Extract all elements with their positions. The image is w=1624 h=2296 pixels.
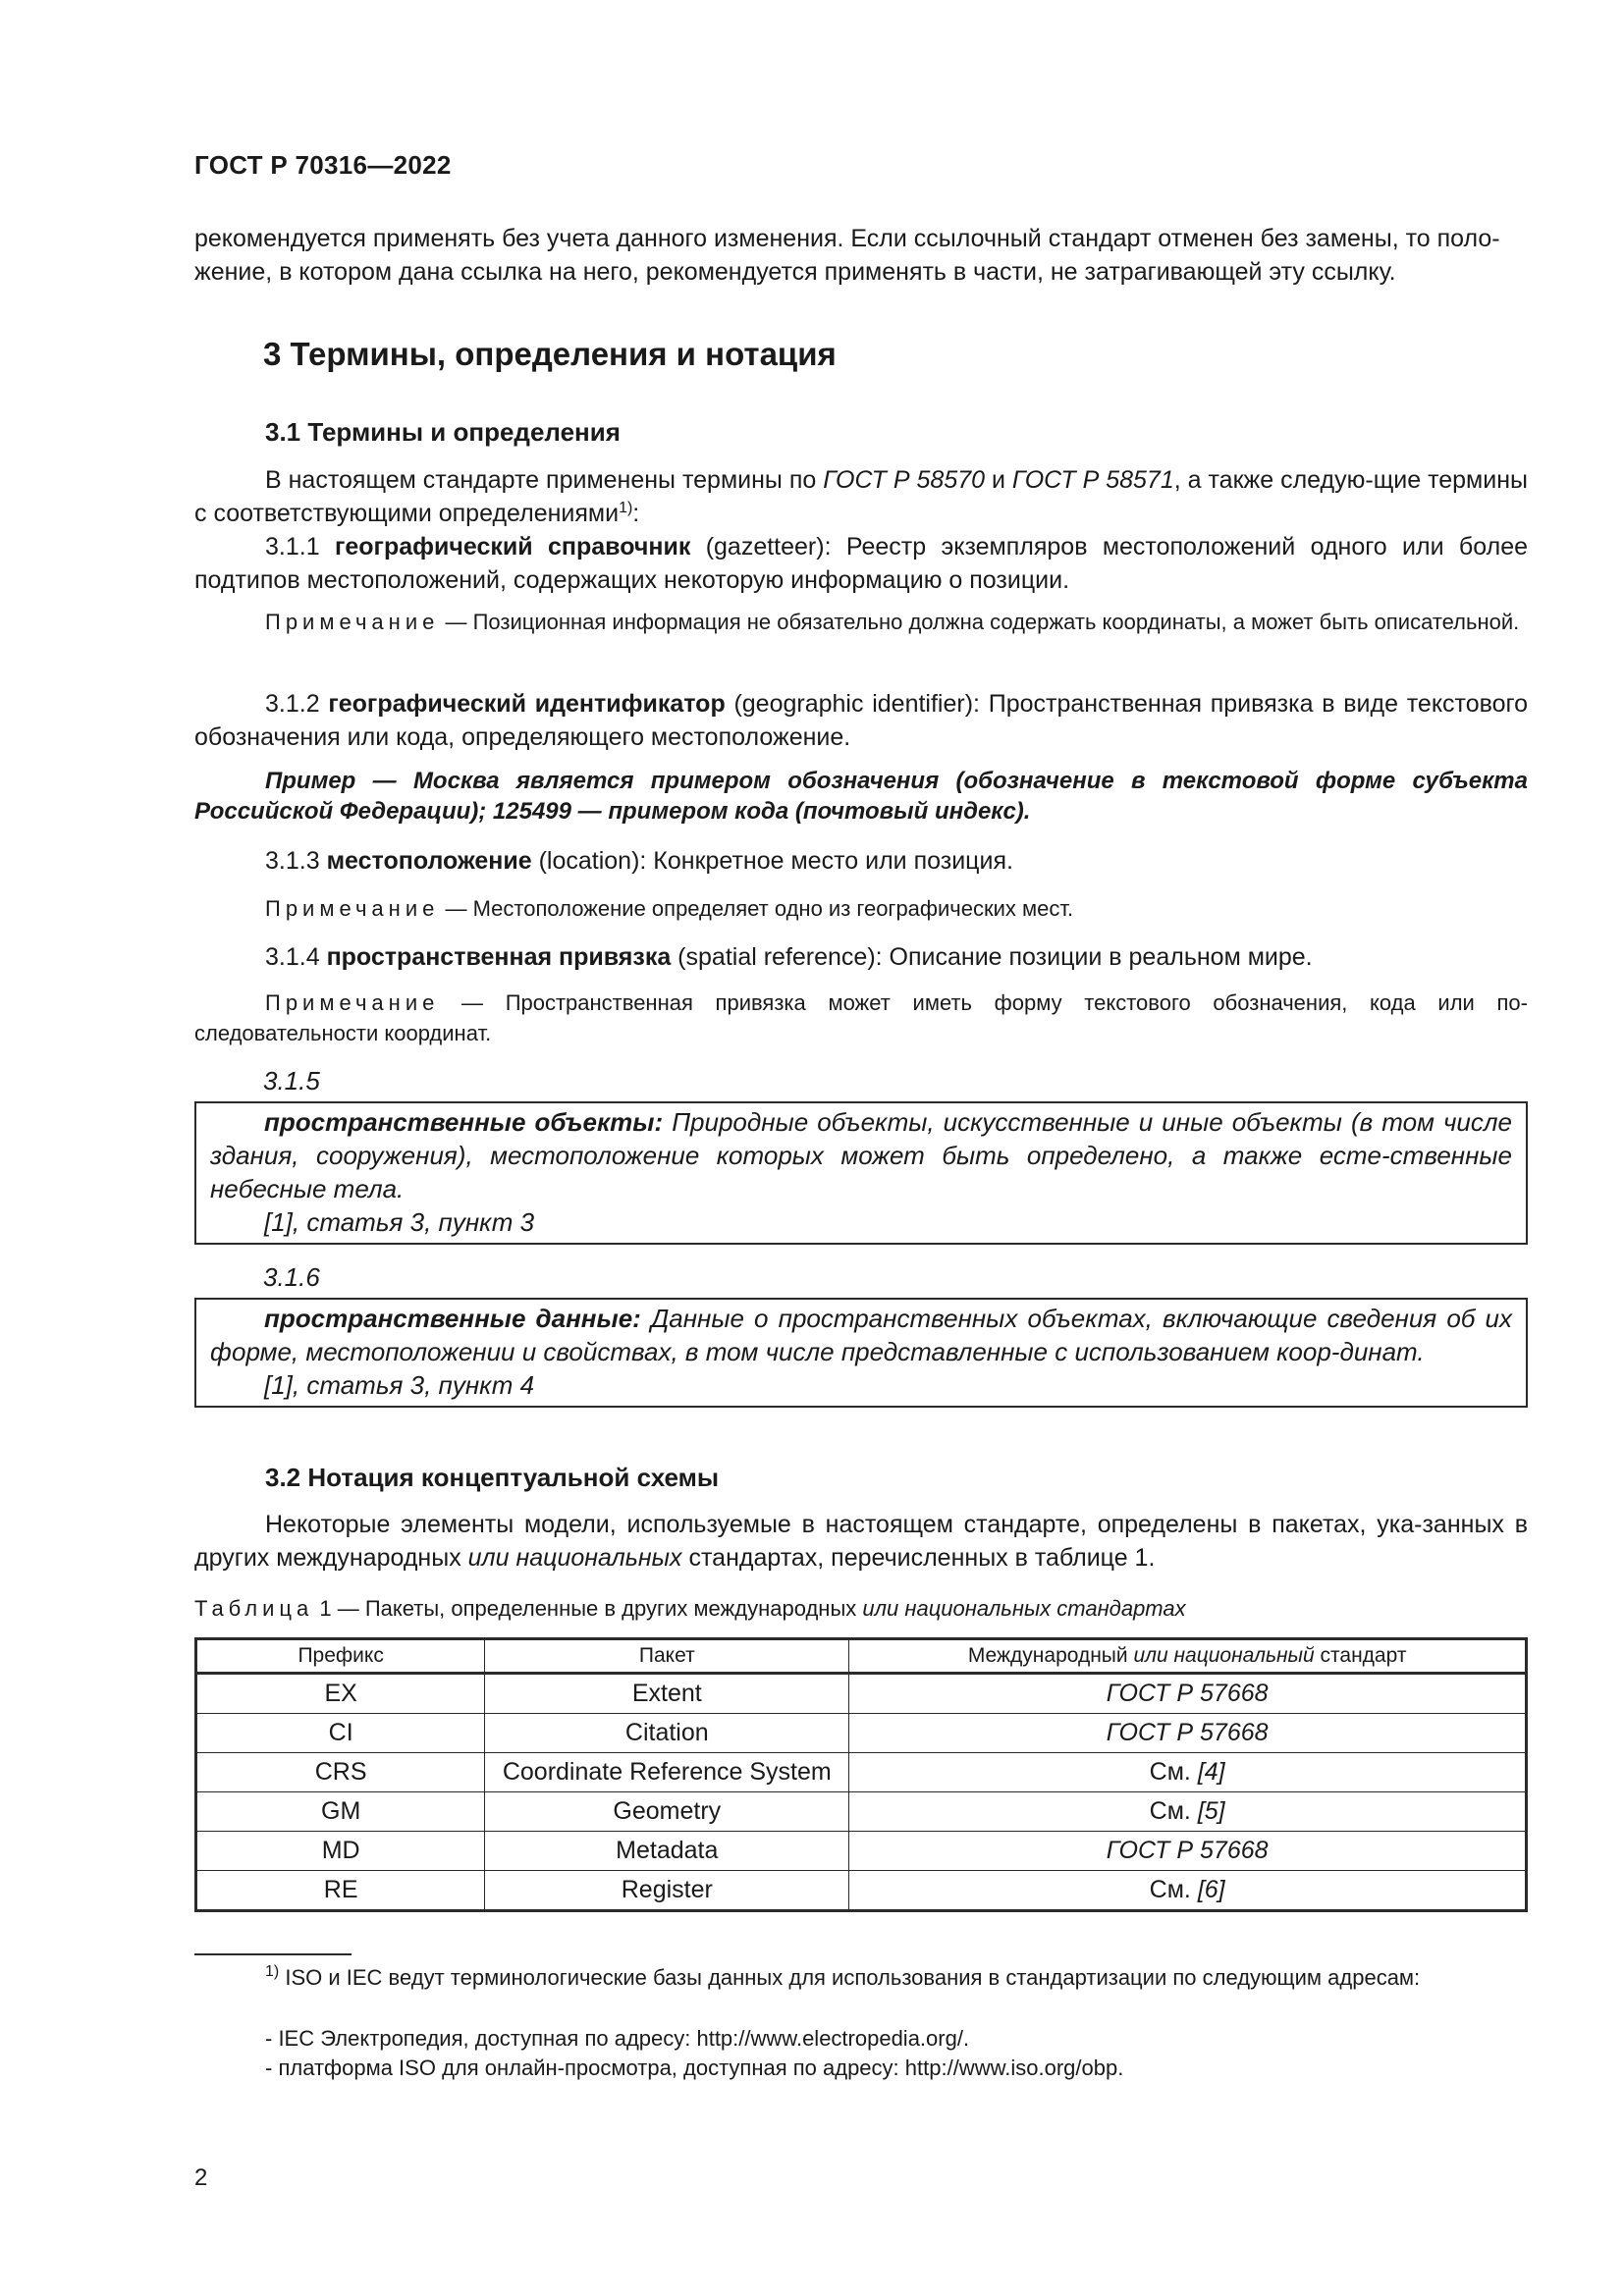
cell-package: Register (485, 1871, 849, 1911)
term-3-1-4-name: пространственная привязка (326, 943, 672, 971)
term-3-1-4-note: Примечание — Пространственная привязка может иметь форму текстового обозначения, кода или по-следовательности координат. (194, 990, 1528, 1045)
document-header: ГОСТ Р 70316—2022 (194, 150, 452, 180)
cell-prefix: EX (196, 1674, 485, 1714)
cell-package: Citation (485, 1714, 849, 1753)
term-3-1-5-name: пространственные объекты: (264, 1107, 664, 1137)
cell-package: Extent (485, 1674, 849, 1714)
footnote-mark: 1) (265, 1963, 280, 1980)
intro-line-1: рекомендуется применять без учета данного изменения. Если ссылочный стандарт отменен без замены, то поло- (194, 225, 1500, 252)
section-3-2-text: Некоторые элементы модели, используемые в настоящем стандарте, определены в пакетах, ука-занных в других международных или национальных стандартах, перечисленных в таблице 1. (194, 1511, 1528, 1572)
cell-package: Geometry (485, 1792, 849, 1832)
cell-standard: См. [5] (849, 1792, 1527, 1832)
table-row (196, 1832, 1527, 1871)
term-3-1-2-name: географический идентификатор (328, 690, 726, 718)
term-3-1-1-note: Примечание — Позиционная информация не обязательно должна содержать координаты, а может быть описательной. (265, 610, 1520, 634)
term-3-1-2-example: Пример — Москва является примером обозначения (обозначение в текстовой форме субъекта Российской Федерации); 125499 — примером кода (почтовый индекс). (194, 768, 1528, 825)
table-row (196, 1714, 1527, 1753)
term-3-1-3-note: Примечание — Местоположение определяет одно из географических мест. (265, 896, 1074, 921)
footnote-ref: 1) (619, 500, 633, 516)
cell-prefix: RE (196, 1871, 485, 1911)
footnote-item-1: - IEC Электропедия, доступная по адресу: http://www.electropedia.org/. (265, 2026, 970, 2051)
ref-gost-58571: ГОСТ Р 58571 (1011, 466, 1174, 494)
cell-prefix: GM (196, 1792, 485, 1832)
table-row (196, 1753, 1527, 1792)
table-header-row (196, 1639, 1527, 1674)
header-standard: Международный или национальный стандарт (849, 1639, 1527, 1674)
term-3-1-1-name: географический справочник (334, 533, 691, 561)
section-3-1-intro: В настоящем стандарте применены термины по ГОСТ Р 58570 и ГОСТ Р 58571, а также следую-щие термины с соответствующими определениями$^{1)}$: (194, 466, 1528, 527)
footnote-item-2: - платформа ISO для онлайн-просмотра, доступная по адресу: http://www.iso.org/obp. (265, 2056, 1124, 2080)
section-3-title: 3 Термины, определения и нотация (263, 336, 837, 372)
cell-standard: ГОСТ Р 57668 (849, 1832, 1527, 1871)
term-3-1-1: 3.1.1 географический справочник (gazetteer): Реестр экземпляров местоположений одного или более подтипов местоположений, содержащих некоторую информацию о позиции. (194, 533, 1528, 594)
table-1 (194, 1637, 1528, 1912)
cell-standard: ГОСТ Р 57668 (849, 1714, 1527, 1753)
header-prefix: Префикс (196, 1639, 485, 1674)
cell-standard: См. [6] (849, 1871, 1527, 1911)
footnote-text: $^{1)}$ ISO и IEC ведут терминологические базы данных для использования в стандартизации по следующим адресам: (265, 1963, 1421, 1990)
header-package: Пакет (485, 1639, 849, 1674)
term-3-1-5-source: [1], статья 3, пункт 3 (264, 1207, 535, 1237)
term-3-1-6-name: пространственные данные: (264, 1304, 641, 1333)
section-3-2-title: 3.2 Нотация концептуальной схемы (265, 1463, 720, 1492)
term-3-1-3-name: местоположение (326, 847, 532, 875)
term-3-1-2: 3.1.2 географический идентификатор (geographic identifier): Пространственная привязка в виде текстового обозначения или кода, определяющего местоположение. (194, 690, 1528, 751)
cell-prefix: CRS (196, 1753, 485, 1792)
term-3-1-6-number: 3.1.6 (263, 1262, 320, 1292)
term-3-1-3: 3.1.3 местоположение (location): Конкретное место или позиция. (265, 847, 1013, 875)
intro-paragraph (194, 222, 1528, 289)
page-number: 2 (194, 2164, 208, 2191)
table-row (196, 1792, 1527, 1832)
term-3-1-6-box: пространственные данные: Данные о пространственных объектах, включающие сведения об их форме, местоположении и свойствах, в том числе представленные с использованием коор-динат. [1], статья 3, пункт 4 (194, 1298, 1528, 1408)
cell-prefix: CI (196, 1714, 485, 1753)
term-3-1-5-number: 3.1.5 (263, 1066, 320, 1095)
table-1-caption: Таблица 1 — Пакеты, определенные в других международных или национальных стандартах (194, 1596, 1186, 1621)
section-3-1-title: 3.1 Термины и определения (265, 417, 621, 447)
cell-package: Coordinate Reference System (485, 1753, 849, 1792)
intro-line-2: жение, в котором дана ссылка на него, рекомендуется применять в части, не затрагивающей эту ссылку. (194, 258, 1396, 286)
cell-standard: ГОСТ Р 57668 (849, 1674, 1527, 1714)
term-3-1-4: 3.1.4 пространственная привязка (spatial reference): Описание позиции в реальном мире. (265, 943, 1313, 971)
table-row (196, 1674, 1527, 1714)
cell-package: Metadata (485, 1832, 849, 1871)
table-row (196, 1871, 1527, 1911)
term-3-1-5-box: пространственные объекты: Природные объекты, искусственные и иные объекты (в том числе здания, сооружения), местоположение которых может быть определено, а также есте-ственные небесные тела. [1], статья 3, пункт 3 (194, 1101, 1528, 1245)
cell-prefix: MD (196, 1832, 485, 1871)
term-3-1-6-source: [1], статья 3, пункт 4 (264, 1370, 535, 1400)
cell-standard: См. [4] (849, 1753, 1527, 1792)
footnote-separator (194, 1953, 352, 1955)
ref-gost-58570: ГОСТ Р 58570 (823, 466, 986, 494)
